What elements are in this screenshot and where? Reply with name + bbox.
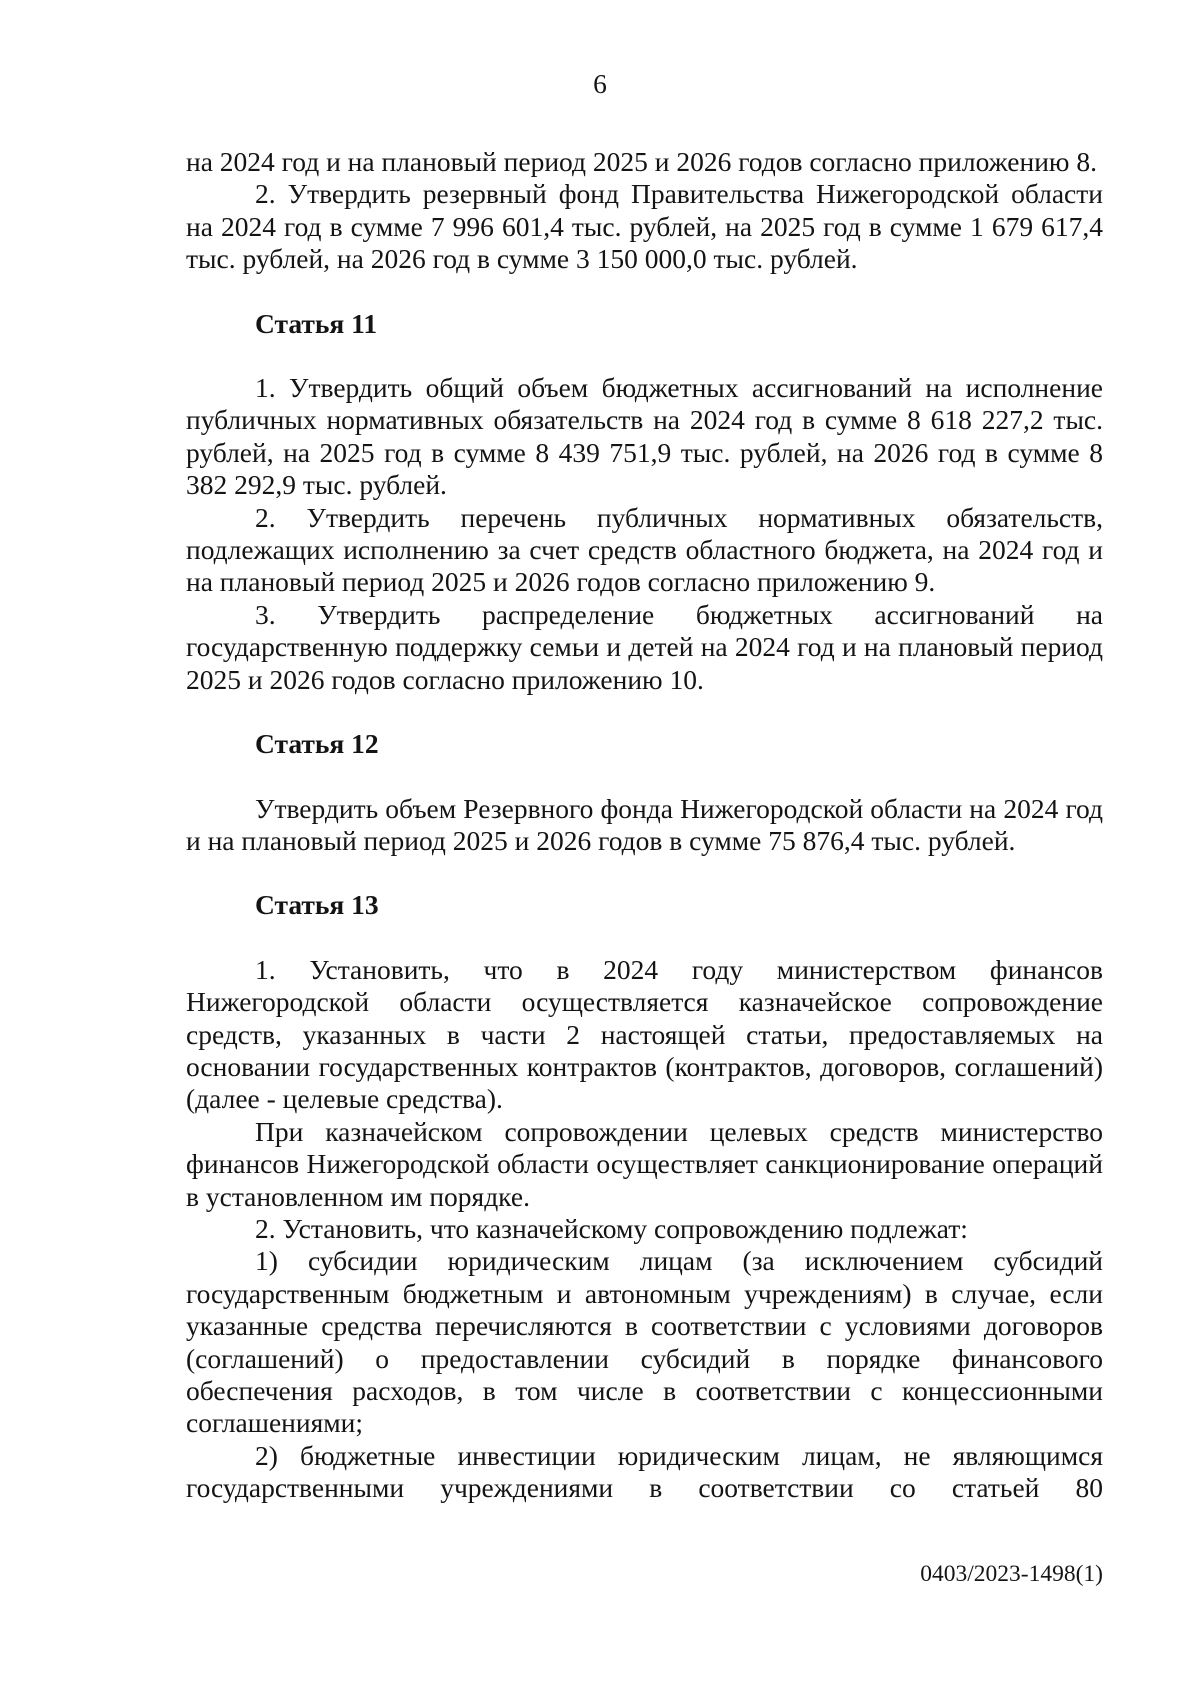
article-13-paragraph-5: 2) бюджетные инвестиции юридическим лицам, не являющимся государственными учреждениями в соответствии со статьей 80: [186, 1439, 1103, 1504]
article-13-paragraph-4: 1) субсидии юридическим лицам (за исключением субсидий государственным бюджетным и автономным учреждениям) в случае, если указанные средства перечисляются в соответствии с условиями договоров (соглашений) о предоставлении субсидий в порядке финансового обеспечения расходов, в том числе в соответствии с концессионными соглашениями;: [186, 1245, 1103, 1439]
article-11-body: [186, 372, 1103, 696]
article-13-body: [186, 954, 1103, 1505]
article-13-paragraph-2: При казначейском сопровождении целевых средств министерство финансов Нижегородской области осуществляет санкционирование операций в установленном им порядке.: [186, 1115, 1103, 1212]
article-11-heading: Статья 11: [255, 307, 378, 339]
article-12-heading: Статья 12: [255, 728, 379, 760]
paragraph-reserve-fund-government: 2. Утвердить резервный фонд Правительства Нижегородской области на 2024 год в сумме 7 996 601,4 тыс. рублей, на 2025 год в сумме 1 679 617,4 тыс. рублей, на 2026 год в сумме 3 150 000,0 тыс. рублей.: [186, 178, 1103, 275]
article-13-heading: Статья 13: [255, 889, 379, 921]
article-13-paragraph-3: 2. Установить, что казначейскому сопровождению подлежат:: [255, 1212, 968, 1244]
document-body: [186, 146, 1103, 1505]
article-13-paragraph-1: 1. Установить, что в 2024 году министерством финансов Нижегородской области осуществляется казначейское сопровождение средств, указанных в части 2 настоящей статьи, предоставляемых на основании государственных контрактов (контрактов, договоров, соглашений) (далее - целевые средства).: [186, 953, 1103, 1115]
document-registration-code: 0403/2023-1498(1): [920, 1561, 1103, 1587]
article-12-body: [186, 793, 1103, 858]
article-11-paragraph-2: 2. Утвердить перечень публичных нормативных обязательств, подлежащих исполнению за счет средств областного бюджета, на 2024 год и на плановый период 2025 и 2026 годов согласно приложению 9.: [186, 501, 1103, 598]
page-number: 6: [593, 68, 607, 99]
article-12-paragraph-1: Утвердить объем Резервного фонда Нижегородской области на 2024 год и на плановый период 2025 и 2026 годов в сумме 75 876,4 тыс. рублей.: [186, 792, 1103, 856]
paragraph-appendix-8: на 2024 год и на плановый период 2025 и 2026 годов согласно приложению 8.: [186, 146, 1097, 177]
article-11-paragraph-3: 3. Утвердить распределение бюджетных ассигнований на государственную поддержку семьи и детей на 2024 год и на плановый период 2025 и 2026 годов согласно приложению 10.: [186, 598, 1103, 695]
article-11-paragraph-1: 1. Утвердить общий объем бюджетных ассигнований на исполнение публичных нормативных обязательств на 2024 год в сумме 8 618 227,2 тыс. рублей, на 2025 год в сумме 8 439 751,9 тыс. рублей, на 2026 год в сумме 8 382 292,9 тыс. рублей.: [186, 372, 1103, 501]
